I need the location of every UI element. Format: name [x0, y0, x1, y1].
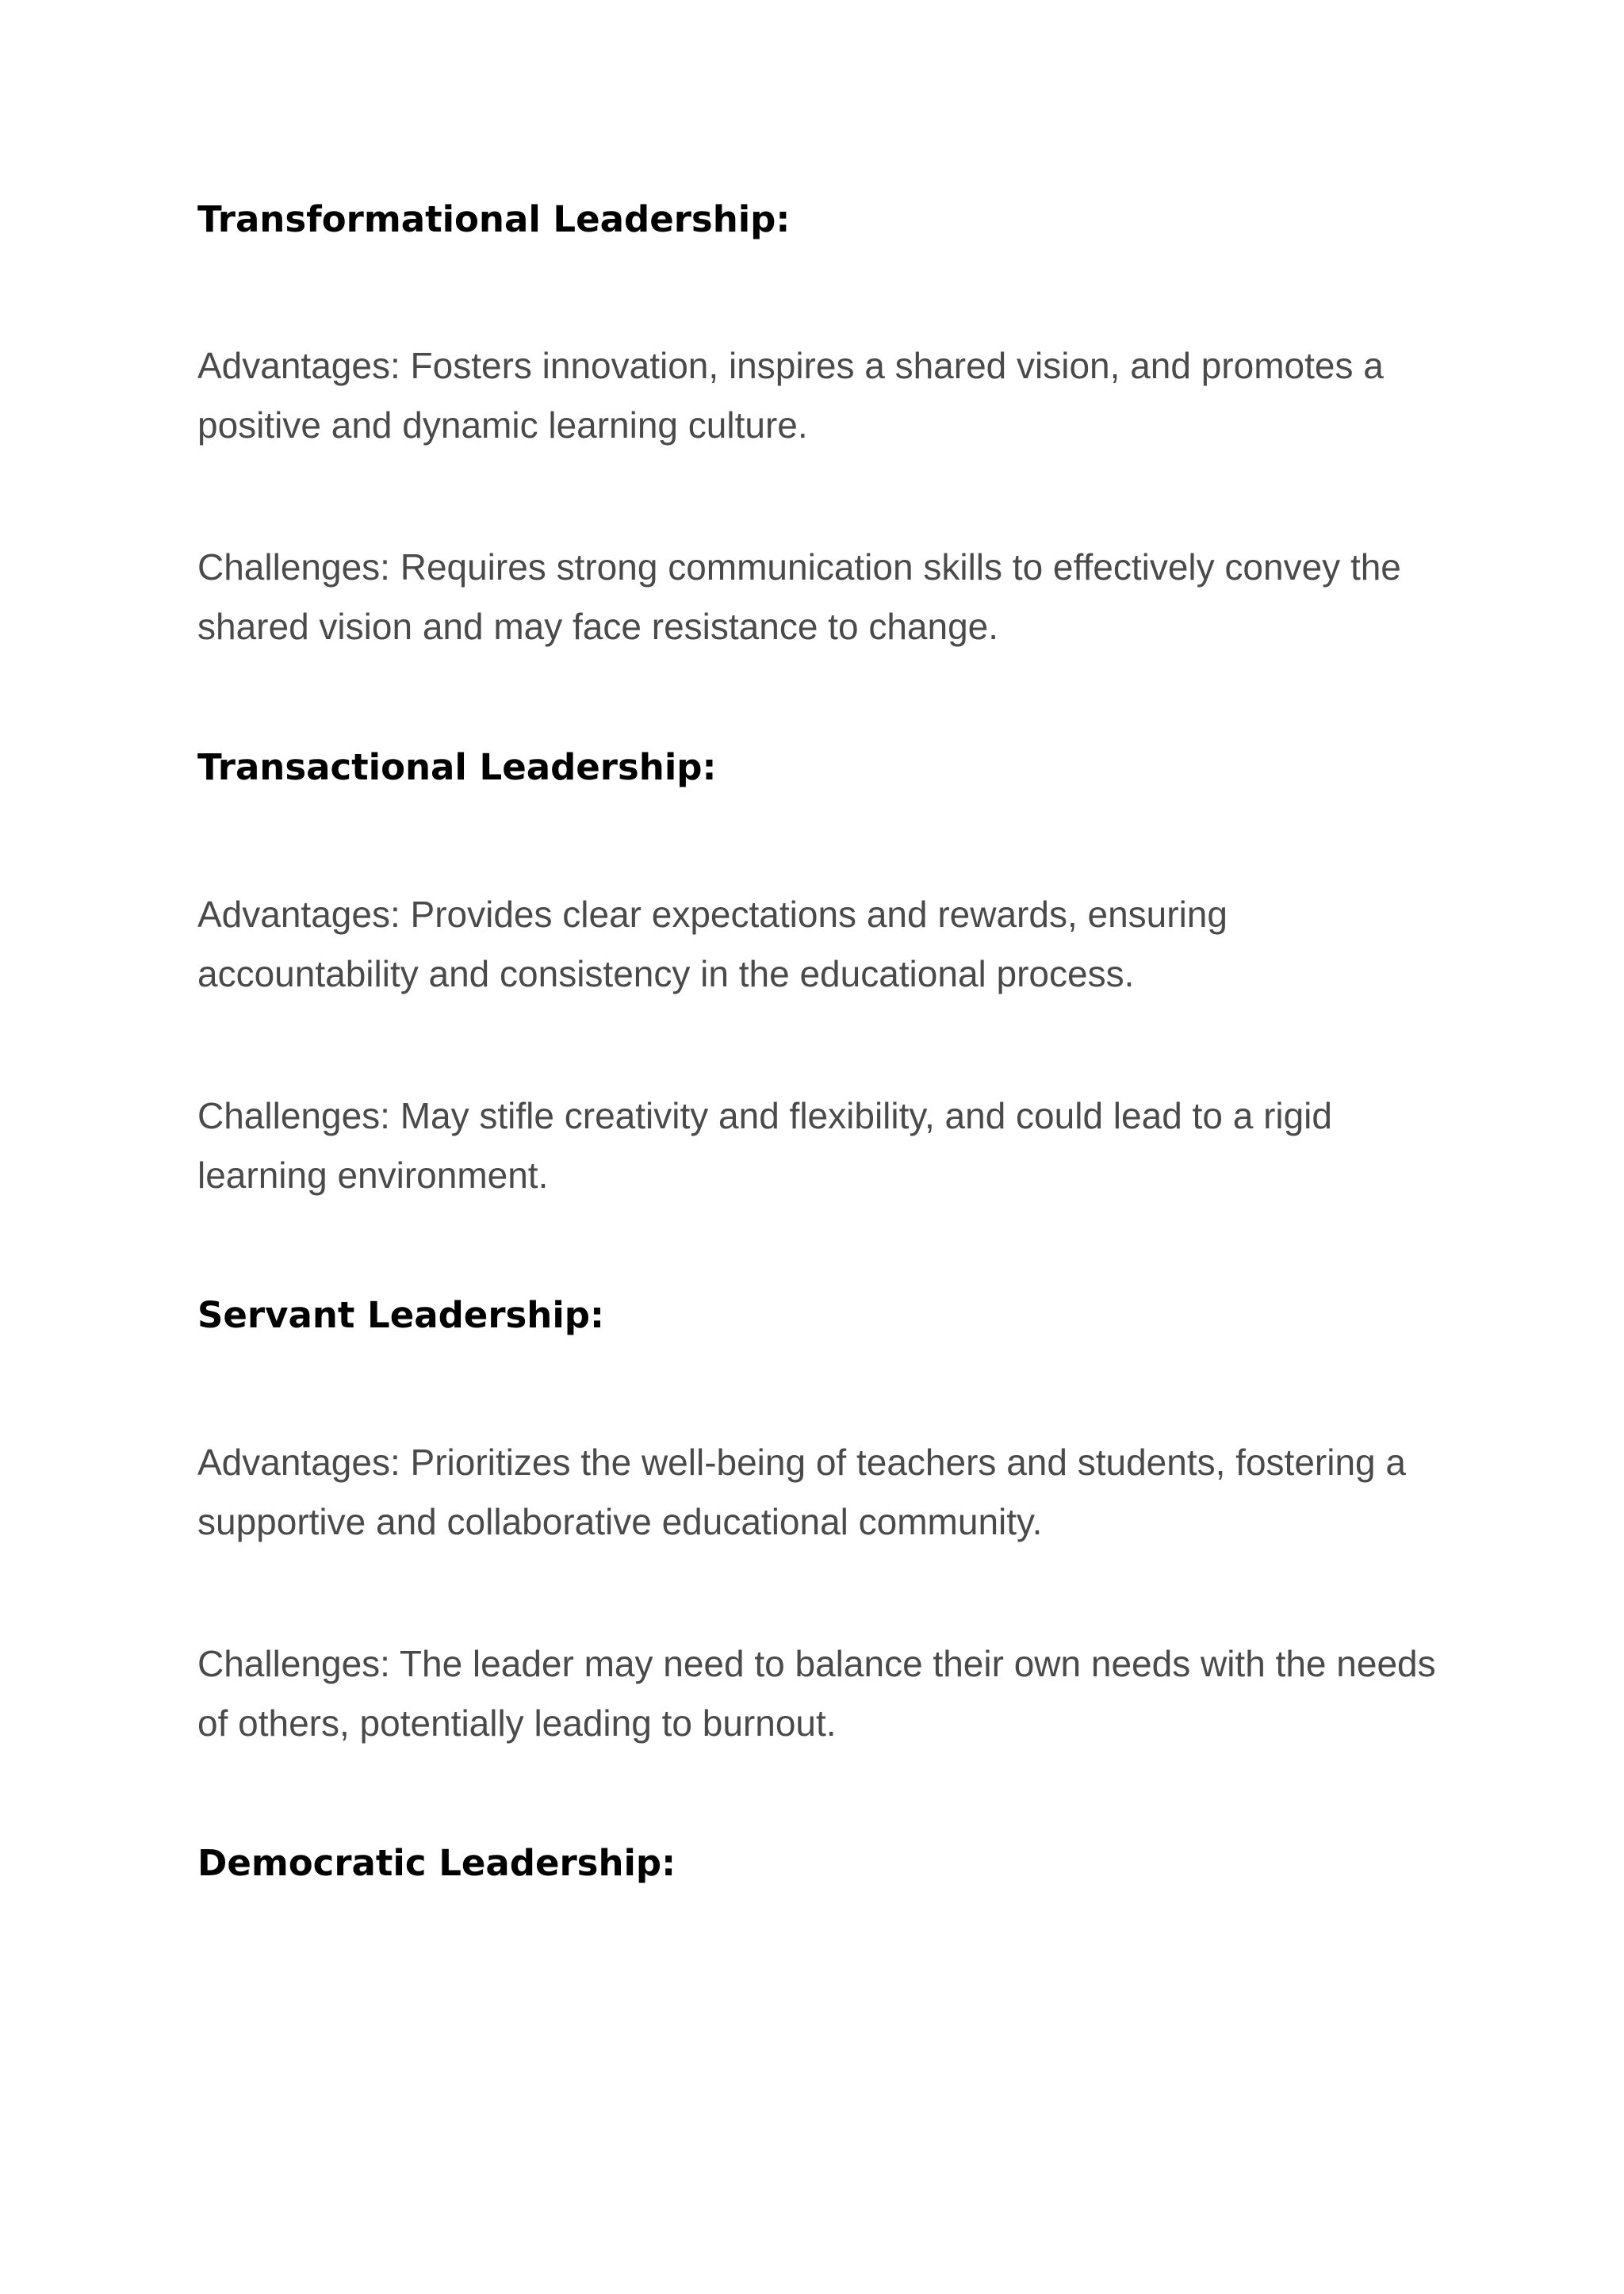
challenges-paragraph-servant: Challenges: The leader may need to balance their own needs with the needs of others, potentially leading to burnout.	[197, 1643, 1436, 1744]
section-heading-servant: Servant Leadership:	[197, 1294, 604, 1336]
section-heading-democratic: Democratic Leadership:	[197, 1842, 676, 1884]
advantages-paragraph-transformational: Advantages: Fosters innovation, inspires a shared vision, and promotes a positive and dynamic learning culture.	[197, 345, 1384, 446]
challenges-paragraph-transformational: Challenges: Requires strong communication skills to effectively convey the shared vision and may face resistance to change.	[197, 546, 1401, 647]
advantages-paragraph-servant: Advantages: Prioritizes the well-being of teachers and students, fostering a supportive and collaborative educational community.	[197, 1442, 1406, 1542]
challenges-paragraph-transactional: Challenges: May stifle creativity and flexibility, and could lead to a rigid learning environment.	[197, 1095, 1332, 1196]
section-heading-transactional: Transactional Leadership:	[197, 746, 717, 788]
section-heading-transformational: Transformational Leadership:	[197, 198, 791, 240]
advantages-paragraph-transactional: Advantages: Provides clear expectations and rewards, ensuring accountability and consistency in the educational process.	[197, 894, 1228, 994]
